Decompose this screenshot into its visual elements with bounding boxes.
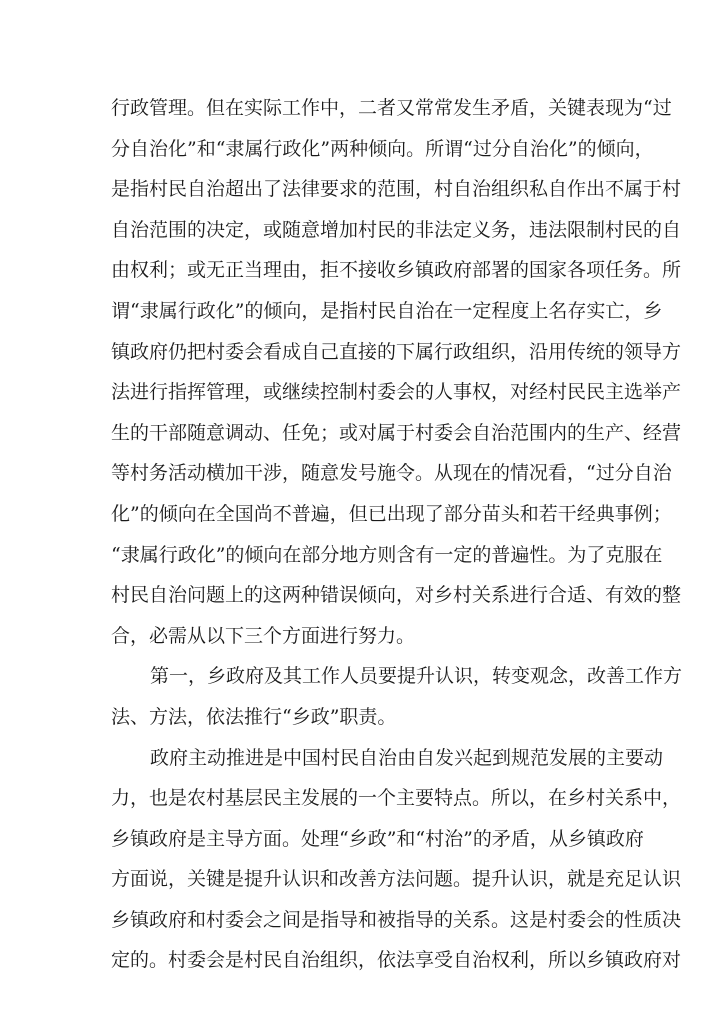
text-line: 行政管理。但在实际工作中，二者又常常发生矛盾，关键表现为“过 <box>111 97 672 119</box>
text-line: 第一，乡政府及其工作人员要提升认识，转变观念，改善工作方 <box>150 665 683 688</box>
text-line: 是指村民自治超出了法律要求的范围，村自治组织私自作出不属于村 <box>111 178 682 201</box>
text-line: 乡镇政府是主导方面。处理“乡政”和“村治”的矛盾，从乡镇政府 <box>111 827 644 850</box>
text-line: 法进行指挥管理，或继续控制村委会的人事权，对经村民民主选举产 <box>111 381 682 404</box>
text-line: 力，也是农村基层民主发展的一个主要特点。所以，在乡村关系中， <box>111 787 682 810</box>
text-line: 定的。村委会是村民自治组织，依法享受自治权利，所以乡镇政府对 <box>111 949 682 972</box>
text-line: 生的干部随意调动、任免；或对属于村委会自治范围内的生产、经营 <box>111 421 682 444</box>
text-line: 等村务活动横加干涉，随意发号施令。从现在的情况看，“过分自治 <box>111 462 672 485</box>
text-line: 由权利；或无正当理由，拒不接收乡镇政府部署的国家各项任务。所 <box>111 259 682 282</box>
text-line: 合，必需从以下三个方面进行努力。 <box>111 624 416 647</box>
body-text <box>111 88 683 981</box>
text-line: 乡镇政府和村委会之间是指导和被指导的关系。这是村委会的性质决 <box>111 908 682 931</box>
text-line: 分自治化”和“隶属行政化”两种倾向。所谓“过分自治化”的倾向， <box>111 137 654 160</box>
text-line: 自治范围的决定，或随意增加村民的非法定义务，违法限制村民的自 <box>111 218 682 241</box>
text-line: 谓“隶属行政化”的倾向，是指村民自治在一定程度上名存实亡，乡 <box>111 299 663 322</box>
text-line: 镇政府仍把村委会看成自己直接的下属行政组织，沿用传统的领导方 <box>111 340 682 363</box>
text-line: 化”的倾向在全国尚不普遍，但已出现了部分苗头和若干经典事例； <box>111 502 672 525</box>
text-line: 方面说，关键是提升认识和改善方法问题。提升认识，就是充足认识 <box>111 868 682 891</box>
text-line: “隶属行政化”的倾向在部分地方则含有一定的普遍性。为了克服在 <box>111 543 663 566</box>
text-line: 法、方法，依法推行“乡政”职责。 <box>111 705 397 728</box>
text-line: 村民自治问题上的这两种错误倾向，对乡村关系进行合适、有效的整 <box>111 584 682 607</box>
text-line: 政府主动推进是中国村民自治由自发兴起到规范发展的主要动 <box>150 746 664 769</box>
